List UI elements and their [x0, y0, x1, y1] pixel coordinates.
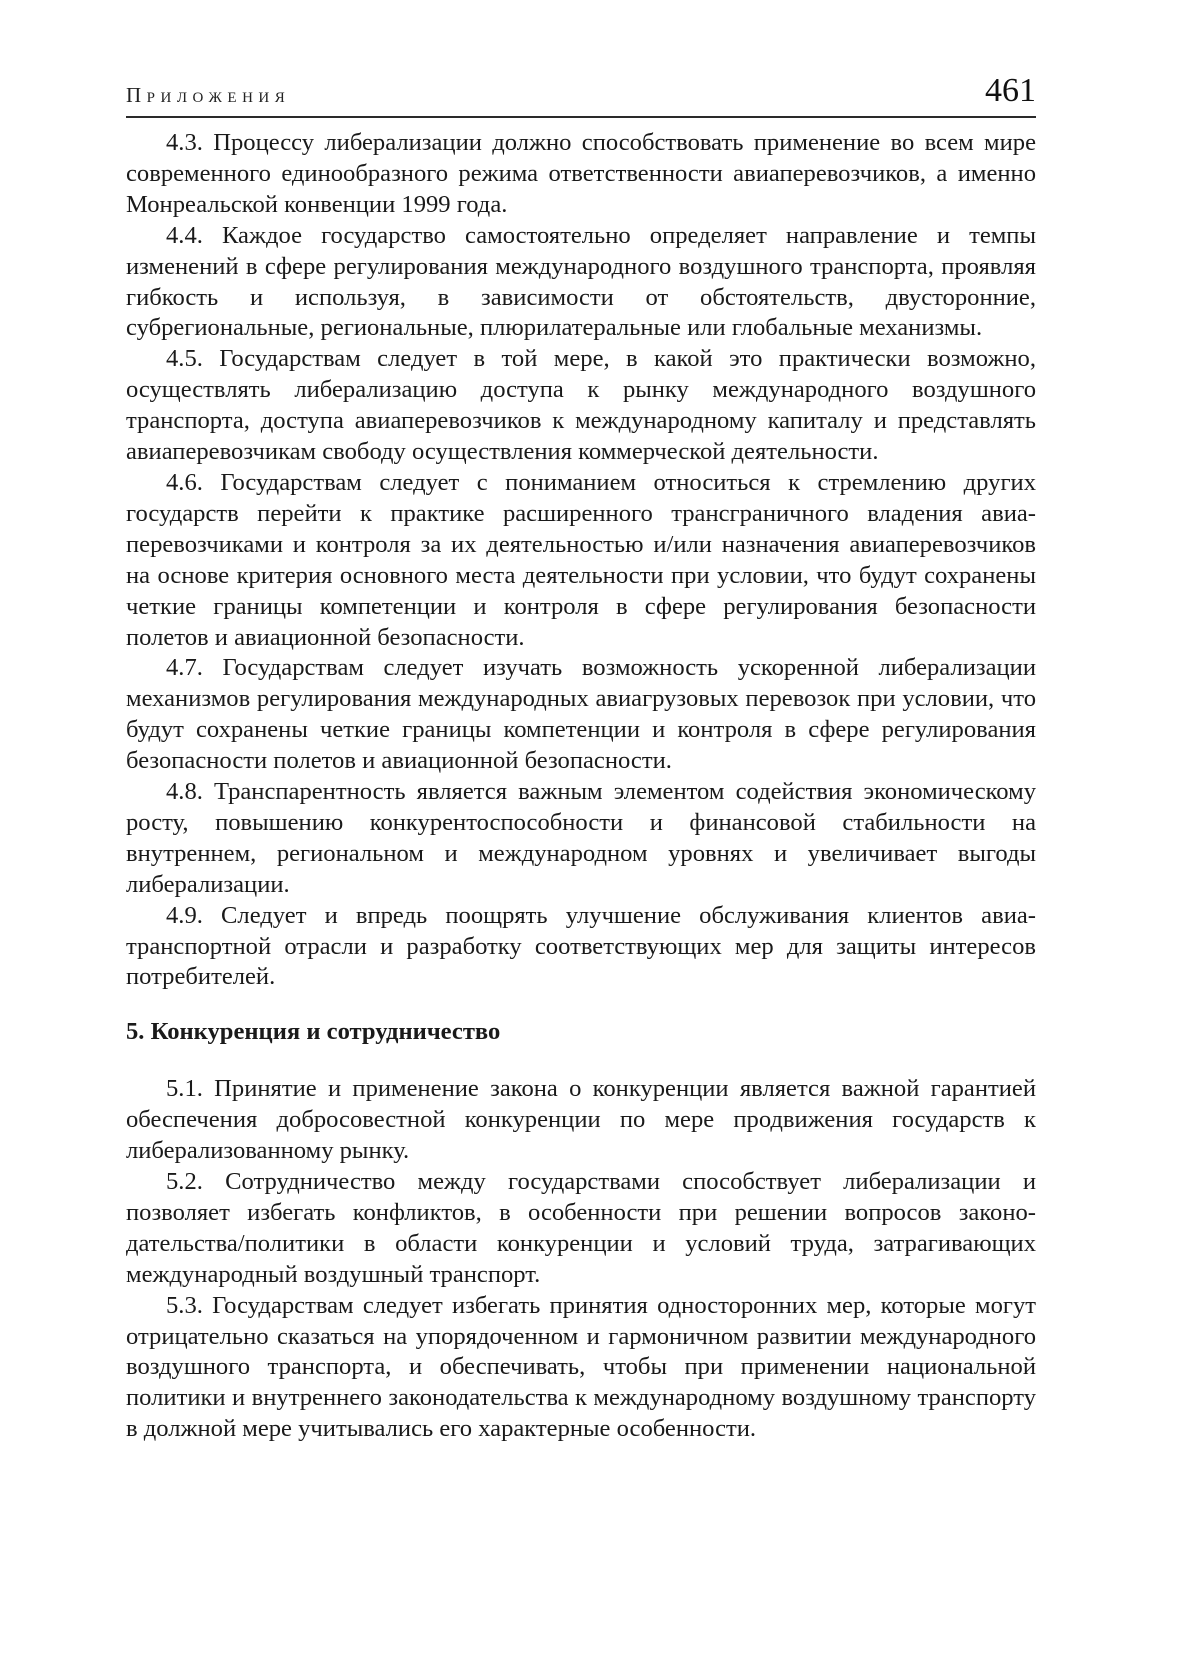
paragraph-5-3: 5.3. Государствам следует избегать принятия односторонних мер, которые могут отрицательно сказаться на упорядоченном и гармоничном развитии международного воздушного транспорта, и обеспечивать, чтобы при применении национальной политики и внутреннего законодательства к международному воздушному транспорту в должной мере учитывались его характерные особенности.	[126, 1291, 1036, 1443]
section-heading: 5. Конкуренция и сотрудничество	[126, 1018, 501, 1046]
book-page	[126, 72, 1036, 1445]
paragraph-4-7: 4.7. Государствам следует изучать возможность ускоренной либерализации механизмов регулирования международных авиагрузовых перевозок при условии, что будут сохранены четкие границы компетенции и контроля в сфере регулирования безопасности полетов и авиационной безопасности.	[126, 654, 1036, 775]
paragraph-5-2: 5.2. Сотрудничество между государствами способствует либерализации и позволяет избегать конфликтов, в особенности при решении вопросов законодательства/политики в области конкуренции и условий труда, затрагивающих международный воздушный транспорт.	[126, 1168, 1036, 1288]
paragraph-4-4: 4.4. Каждое государство самостоятельно определяет направление и темпы изменений в сфере регулирования международного воздушного транспорта, проявляя гибкость и используя, в зависимости от обстоятельств, двусторонние, субрегиональные, региональные, плюрилатеральные или глобальные механизмы.	[126, 221, 1036, 342]
running-title: Приложения	[126, 83, 291, 107]
paragraph-4-9: 4.9. Следует и впредь поощрять улучшение обслуживания клиентов авиатранспортной отрасли и разработку соответствующих мер для защиты интересов потребителей.	[126, 901, 1036, 991]
body-text	[126, 128, 1036, 1445]
page-number: 461	[985, 72, 1036, 109]
paragraph-4-5: 4.5. Государствам следует в той мере, в какой это практически возможно, осуществлять либерализацию доступа к рынку международного воздушного транспорта, доступа авиаперевозчиков к международному капиталу и представлять авиаперевозчикам свободу осуществления коммерческой деятельности.	[126, 345, 1036, 466]
paragraph-4-6: 4.6. Государствам следует с пониманием относиться к стремлению других государств перейти к практике расширенного трансграничного владения авиаперевозчиками и контроля за их деятельностью и/или назначения авиаперевозчиков на основе критерия основного места деятельности при условии, что будут сохранены четкие границы компетенции и контроля в сфере регулирования безопасности полетов и авиационной безопасности.	[126, 468, 1036, 651]
running-header	[126, 72, 1036, 118]
paragraph-5-1: 5.1. Принятие и применение закона о конкуренции является важной гарантией обеспечения добросовестной конкуренции по мере продвижения государств к либерализованному рынку.	[126, 1075, 1036, 1165]
paragraph-4-8: 4.8. Транспарентность является важным элементом содействия экономическому росту, повышению конкурентоспособности и финансовой стабильности на внутреннем, региональном и международном уровнях и увеличивает выгоды либерализации.	[126, 778, 1036, 898]
paragraph-4-3: 4.3. Процессу либерализации должно способствовать применение во всем мире современного единообразного режима ответственности авиаперевозчиков, а именно Монреальской конвенции 1999 года.	[126, 129, 1036, 218]
